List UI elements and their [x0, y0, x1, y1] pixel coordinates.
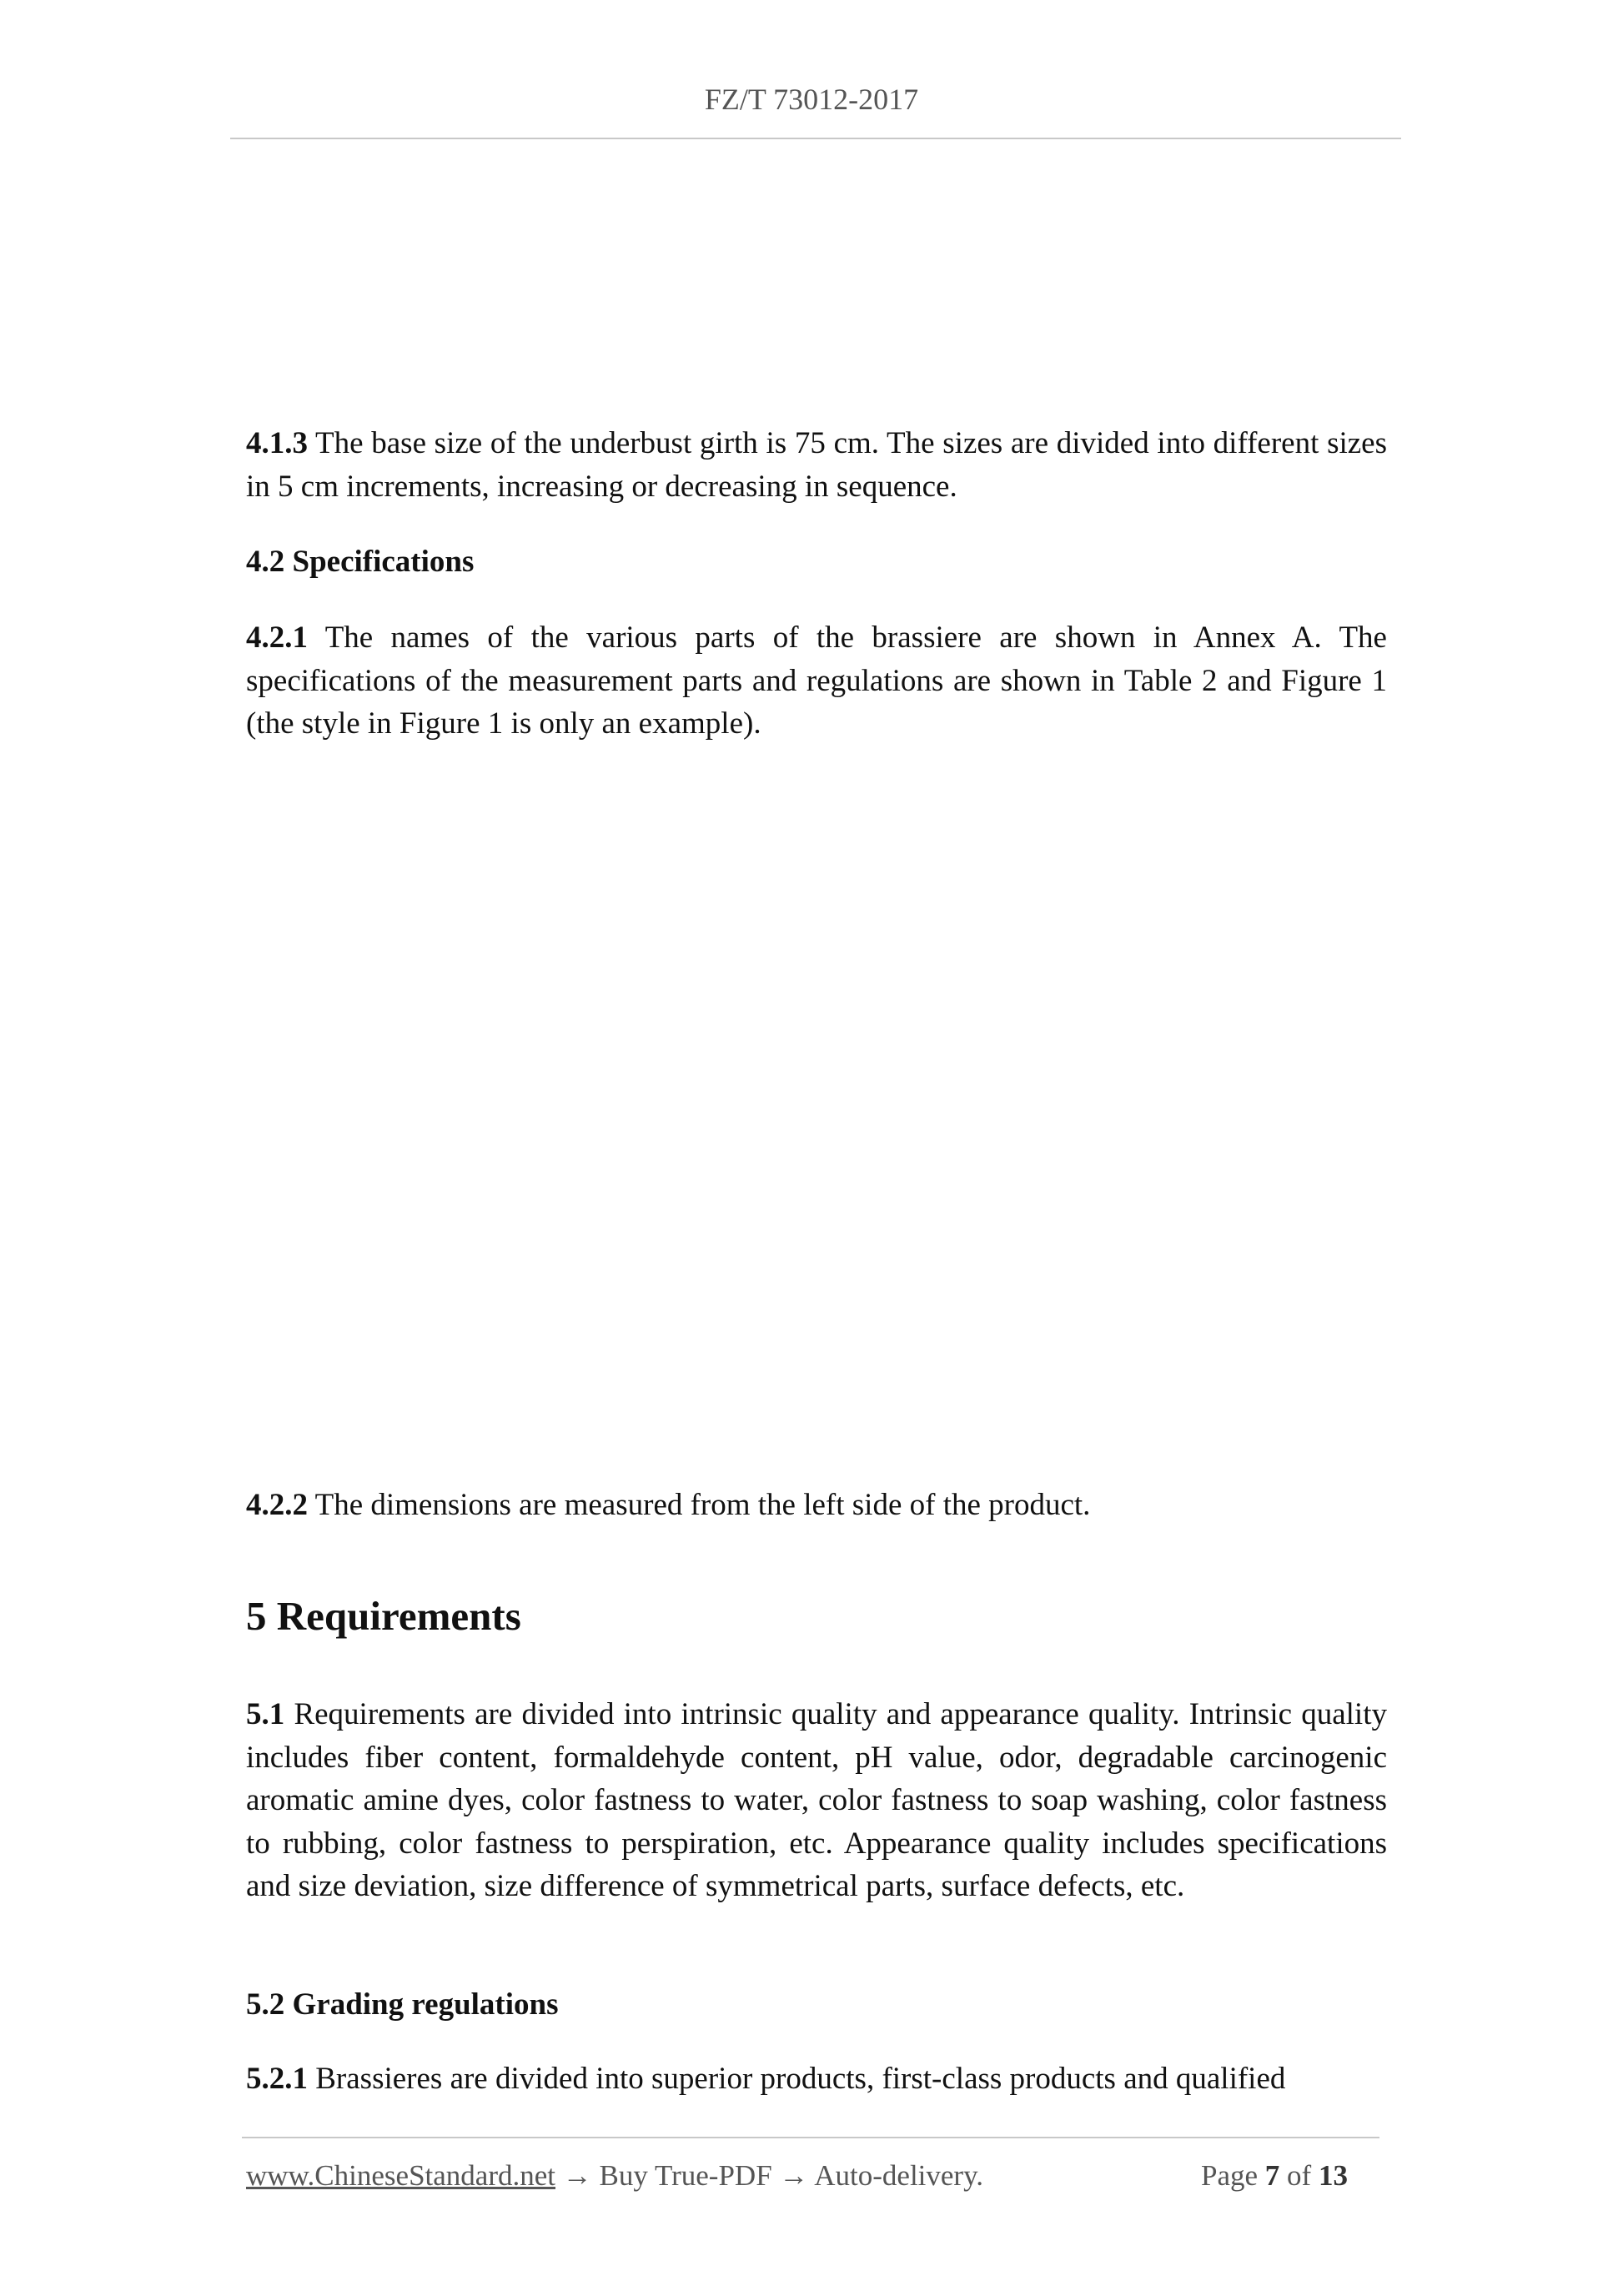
clause-number: 4.2.1 — [246, 620, 308, 655]
of-label: of — [1287, 2159, 1312, 2192]
clause-number: 5.1 — [246, 1697, 285, 1731]
footer-promo — [246, 2158, 983, 2193]
clause-number: 5.2.1 — [246, 2062, 308, 2096]
paragraph-4-2-1 — [246, 616, 1387, 746]
footer-divider — [242, 2137, 1379, 2138]
paragraph-text: The base size of the underbust girth is 75 cm. The sizes are divided into different sizes in 5 cm increments, increasing or decreasing in sequence. — [246, 426, 1387, 504]
paragraph-text: The dimensions are measured from the left side of the product. — [314, 1488, 1091, 1522]
paragraph-5-1 — [246, 1693, 1387, 1908]
paragraph-text: Requirements are divided into intrinsic quality and appearance quality. Intrinsic quality includes fiber content, formaldehyde content, pH value, odor, degradable carcinogenic aromatic amine dyes, color fastness to water, color fastness to soap washing, color fastness to rubbing, color fastness to perspiration, etc. Appearance quality includes specifications and size deviation, size difference of symmetrical parts, surface defects, etc. — [246, 1697, 1387, 1903]
website-link[interactable]: www.ChineseStandard.net — [246, 2159, 555, 2192]
paragraph-text: Brassieres are divided into superior products, first-class products and qualified — [315, 2062, 1286, 2096]
clause-number: 4.1.3 — [246, 426, 308, 460]
paragraph-text: The names of the various parts of the brassiere are shown in Annex A. The specifications of the measurement parts and regulations are shown in Table 2 and Figure 1 (the style in Figure 1 is only an example). — [246, 620, 1387, 741]
heading-4-2: 4.2 Specifications — [246, 545, 475, 579]
buy-true-pdf-text: Buy True-PDF — [599, 2159, 772, 2192]
current-page-number: 7 — [1264, 2159, 1280, 2192]
total-pages-number: 13 — [1318, 2159, 1348, 2192]
heading-5-2: 5.2 Grading regulations — [246, 1987, 559, 2022]
paragraph-5-2-1 — [246, 2057, 1387, 2101]
paragraph-4-1-3 — [246, 422, 1387, 508]
page-counter — [1201, 2158, 1348, 2193]
page-label: Page — [1201, 2159, 1259, 2192]
heading-5-requirements: 5 Requirements — [246, 1593, 521, 1639]
auto-delivery-text: Auto-delivery. — [814, 2159, 984, 2192]
clause-number: 4.2.2 — [246, 1488, 308, 1522]
page-header: FZ/T 73012-2017 — [704, 83, 919, 116]
header-divider — [230, 138, 1401, 139]
arrow-right-icon: → — [779, 2159, 809, 2192]
paragraph-4-2-2 — [246, 1484, 1387, 1527]
arrow-right-icon: → — [562, 2159, 592, 2192]
